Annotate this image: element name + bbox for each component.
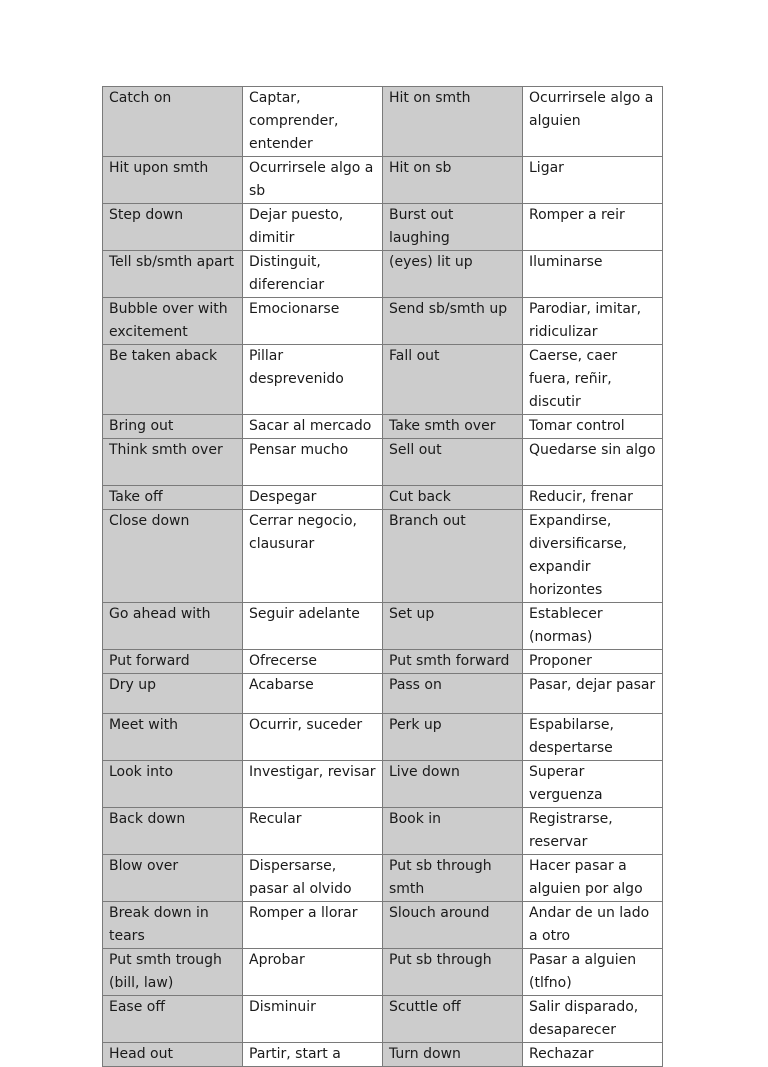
- phrasal-verb-cell: Perk up: [383, 714, 523, 761]
- translation-cell: Hacer pasar a alguien por algo: [523, 855, 663, 902]
- phrasal-verb-cell: Go ahead with: [103, 603, 243, 650]
- phrasal-verb-cell: Hit on smth: [383, 87, 523, 157]
- phrasal-verb-cell: Put smth forward: [383, 650, 523, 674]
- translation-cell: Romper a llorar: [243, 902, 383, 949]
- phrasal-verb-cell: Look into: [103, 761, 243, 808]
- translation-cell: Ocurrirsele algo a sb: [243, 157, 383, 204]
- translation-cell: Disminuir: [243, 996, 383, 1043]
- translation-cell: Pillar desprevenido: [243, 345, 383, 415]
- phrasal-verb-cell: Live down: [383, 761, 523, 808]
- phrasal-verb-cell: Hit on sb: [383, 157, 523, 204]
- phrasal-verb-cell: Hit upon smth: [103, 157, 243, 204]
- phrasal-verb-cell: Fall out: [383, 345, 523, 415]
- table-row: [103, 345, 663, 415]
- table-row: [103, 996, 663, 1043]
- phrasal-verb-cell: Take smth over: [383, 415, 523, 439]
- translation-cell: Seguir adelante: [243, 603, 383, 650]
- table-row: [103, 603, 663, 650]
- phrasal-verbs-table: [102, 86, 663, 1067]
- phrasal-verb-cell: Bubble over with excitement: [103, 298, 243, 345]
- phrasal-verb-cell: Pass on: [383, 674, 523, 714]
- table-row: [103, 674, 663, 714]
- translation-cell: Dispersarse, pasar al olvido: [243, 855, 383, 902]
- translation-cell: Parodiar, imitar, ridiculizar: [523, 298, 663, 345]
- phrasal-verb-cell: Put sb through smth: [383, 855, 523, 902]
- table-body: [103, 87, 663, 1067]
- phrasal-verb-cell: Break down in tears: [103, 902, 243, 949]
- phrasal-verb-cell: Put smth trough (bill, law): [103, 949, 243, 996]
- phrasal-verb-cell: Dry up: [103, 674, 243, 714]
- phrasal-verb-cell: Put sb through: [383, 949, 523, 996]
- phrasal-verb-cell: Set up: [383, 603, 523, 650]
- phrasal-verb-cell: Back down: [103, 808, 243, 855]
- translation-cell: Distinguit, diferenciar: [243, 251, 383, 298]
- translation-cell: Expandirse, diversificarse, expandir horizontes: [523, 510, 663, 603]
- phrasal-verb-cell: Branch out: [383, 510, 523, 603]
- translation-cell: Proponer: [523, 650, 663, 674]
- table-row: [103, 486, 663, 510]
- translation-cell: Reducir, frenar: [523, 486, 663, 510]
- table-row: [103, 510, 663, 603]
- table-row: [103, 650, 663, 674]
- translation-cell: Partir, start a: [243, 1043, 383, 1067]
- translation-cell: Ofrecerse: [243, 650, 383, 674]
- phrasal-verb-cell: Tell sb/smth apart: [103, 251, 243, 298]
- phrasal-verb-cell: (eyes) lit up: [383, 251, 523, 298]
- table-row: [103, 439, 663, 486]
- translation-cell: Romper a reir: [523, 204, 663, 251]
- phrasal-verb-cell: Put forward: [103, 650, 243, 674]
- phrasal-verb-cell: Be taken aback: [103, 345, 243, 415]
- translation-cell: Quedarse sin algo: [523, 439, 663, 486]
- translation-cell: Caerse, caer fuera, reñir, discutir: [523, 345, 663, 415]
- translation-cell: Tomar control: [523, 415, 663, 439]
- table-row: [103, 157, 663, 204]
- translation-cell: Ocurrir, suceder: [243, 714, 383, 761]
- table-row: [103, 1043, 663, 1067]
- translation-cell: Ligar: [523, 157, 663, 204]
- phrasal-verb-cell: Blow over: [103, 855, 243, 902]
- phrasal-verb-cell: Cut back: [383, 486, 523, 510]
- translation-cell: Salir disparado, desaparecer: [523, 996, 663, 1043]
- translation-cell: Rechazar: [523, 1043, 663, 1067]
- table-row: [103, 714, 663, 761]
- translation-cell: Recular: [243, 808, 383, 855]
- phrasal-verb-cell: Step down: [103, 204, 243, 251]
- phrasal-verb-cell: Think smth over: [103, 439, 243, 486]
- phrasal-verb-cell: Turn down: [383, 1043, 523, 1067]
- phrasal-verb-cell: Slouch around: [383, 902, 523, 949]
- translation-cell: Sacar al mercado: [243, 415, 383, 439]
- phrasal-verb-cell: Burst out laughing: [383, 204, 523, 251]
- translation-cell: Pasar, dejar pasar: [523, 674, 663, 714]
- translation-cell: Superar verguenza: [523, 761, 663, 808]
- table-row: [103, 761, 663, 808]
- phrasal-verb-cell: Book in: [383, 808, 523, 855]
- table-row: [103, 298, 663, 345]
- table-row: [103, 949, 663, 996]
- translation-cell: Pasar a alguien (tlfno): [523, 949, 663, 996]
- translation-cell: Emocionarse: [243, 298, 383, 345]
- phrasal-verb-cell: Ease off: [103, 996, 243, 1043]
- phrasal-verb-cell: Head out: [103, 1043, 243, 1067]
- translation-cell: Pensar mucho: [243, 439, 383, 486]
- phrasal-verb-cell: Sell out: [383, 439, 523, 486]
- phrasal-verb-cell: Meet with: [103, 714, 243, 761]
- phrasal-verb-cell: Scuttle off: [383, 996, 523, 1043]
- translation-cell: Iluminarse: [523, 251, 663, 298]
- table-row: [103, 855, 663, 902]
- table-row: [103, 204, 663, 251]
- translation-cell: Cerrar negocio, clausurar: [243, 510, 383, 603]
- table-row: [103, 251, 663, 298]
- table-row: [103, 415, 663, 439]
- translation-cell: Registrarse, reservar: [523, 808, 663, 855]
- translation-cell: Establecer (normas): [523, 603, 663, 650]
- phrasal-verb-cell: Take off: [103, 486, 243, 510]
- phrasal-verb-cell: Close down: [103, 510, 243, 603]
- table-row: [103, 808, 663, 855]
- translation-cell: Aprobar: [243, 949, 383, 996]
- table-row: [103, 902, 663, 949]
- table-row: [103, 87, 663, 157]
- phrasal-verb-cell: Send sb/smth up: [383, 298, 523, 345]
- translation-cell: Dejar puesto, dimitir: [243, 204, 383, 251]
- translation-cell: Investigar, revisar: [243, 761, 383, 808]
- translation-cell: Ocurrirsele algo a alguien: [523, 87, 663, 157]
- translation-cell: Captar, comprender, entender: [243, 87, 383, 157]
- phrasal-verb-cell: Catch on: [103, 87, 243, 157]
- translation-cell: Acabarse: [243, 674, 383, 714]
- translation-cell: Andar de un lado a otro: [523, 902, 663, 949]
- translation-cell: Espabilarse, despertarse: [523, 714, 663, 761]
- translation-cell: Despegar: [243, 486, 383, 510]
- phrasal-verb-cell: Bring out: [103, 415, 243, 439]
